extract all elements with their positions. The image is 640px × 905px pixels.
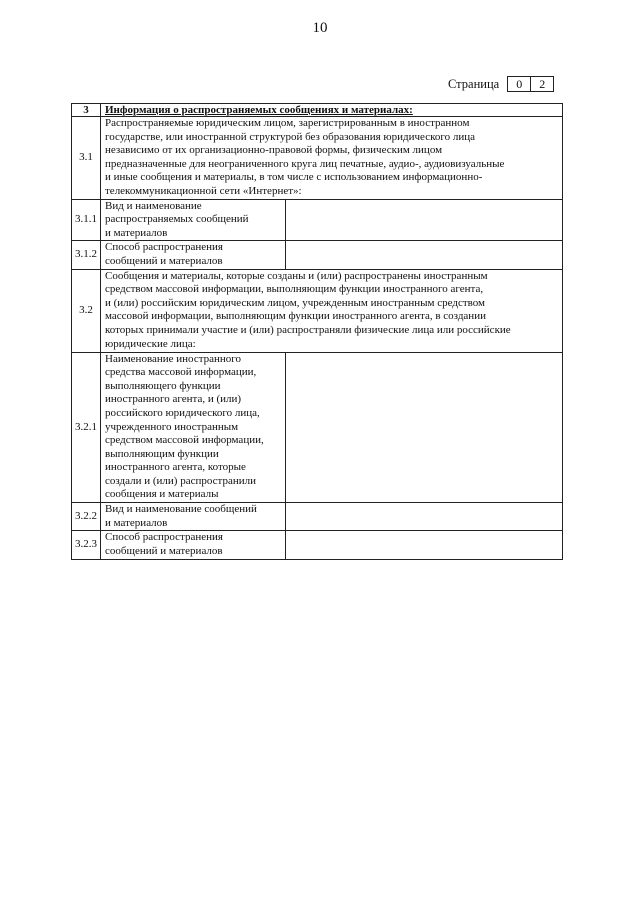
row-value-field[interactable] [286,352,563,503]
table-row [72,352,563,503]
table-row [72,241,563,269]
page-indicator [448,76,554,92]
page-label: Страница [448,76,500,91]
row-value-field[interactable] [286,199,563,241]
row-label: Вид и наименование распространяемых сообщений и материалов [101,199,286,241]
row-label: Способ распространения сообщений и материалов [101,241,286,269]
page-digit-box: 2 [531,76,554,92]
row-value-field[interactable] [286,241,563,269]
row-number: 3.2 [72,269,101,352]
row-number: 3.1.1 [72,199,101,241]
section-header-row [72,104,563,117]
row-number: 3.2.3 [72,531,101,560]
row-number: 3.2.2 [72,503,101,531]
page-number: 10 [312,20,328,36]
row-value-field[interactable] [286,531,563,560]
row-value-field[interactable] [286,503,563,531]
row-description: Сообщения и материалы, которые созданы и (или) распространены иностранным средством массовой информации, выполняющим функции иностранного агента, и (или) российским юридическим лицом, учрежденным иностранным средством массовой информации, выполняющим функции иностранного агента, в создании которых принимали участие и (или) распространяли физические лица или российские юридические лица: [101,269,563,352]
materials-info-table [71,103,563,560]
table-row [72,269,563,352]
row-number: 3.1.2 [72,241,101,269]
row-label: Способ распространения сообщений и материалов [101,531,286,560]
section-title: Информация о распространяемых сообщениях и материалах: [101,104,563,117]
row-label: Вид и наименование сообщений и материалов [101,503,286,531]
row-label: Наименование иностранного средства массовой информации, выполняющего функции иностранного агента, и (или) российского юридического лица, учрежденного иностранным средством массовой информации, выполняющим функции иностранного агента, которые создали и (или) распространили сообщения и материалы [101,352,286,503]
section-number: 3 [72,104,101,117]
page-digit-box: 0 [507,76,531,92]
table-row [72,531,563,560]
table-row [72,503,563,531]
table-row [72,199,563,241]
row-number: 3.2.1 [72,352,101,503]
row-number: 3.1 [72,117,101,200]
row-description: Распространяемые юридическим лицом, зарегистрированным в иностранном государстве, или иностранной структурой без образования юридического лица независимо от их организационно-правовой формы, физическим лицом предназначенные для неограниченного круга лиц печатные, аудио-, аудиовизуальные и иные сообщения и материалы, в том числе с использованием информационно- телекоммуникационной сети «Интернет»: [101,117,563,200]
table-row [72,117,563,200]
